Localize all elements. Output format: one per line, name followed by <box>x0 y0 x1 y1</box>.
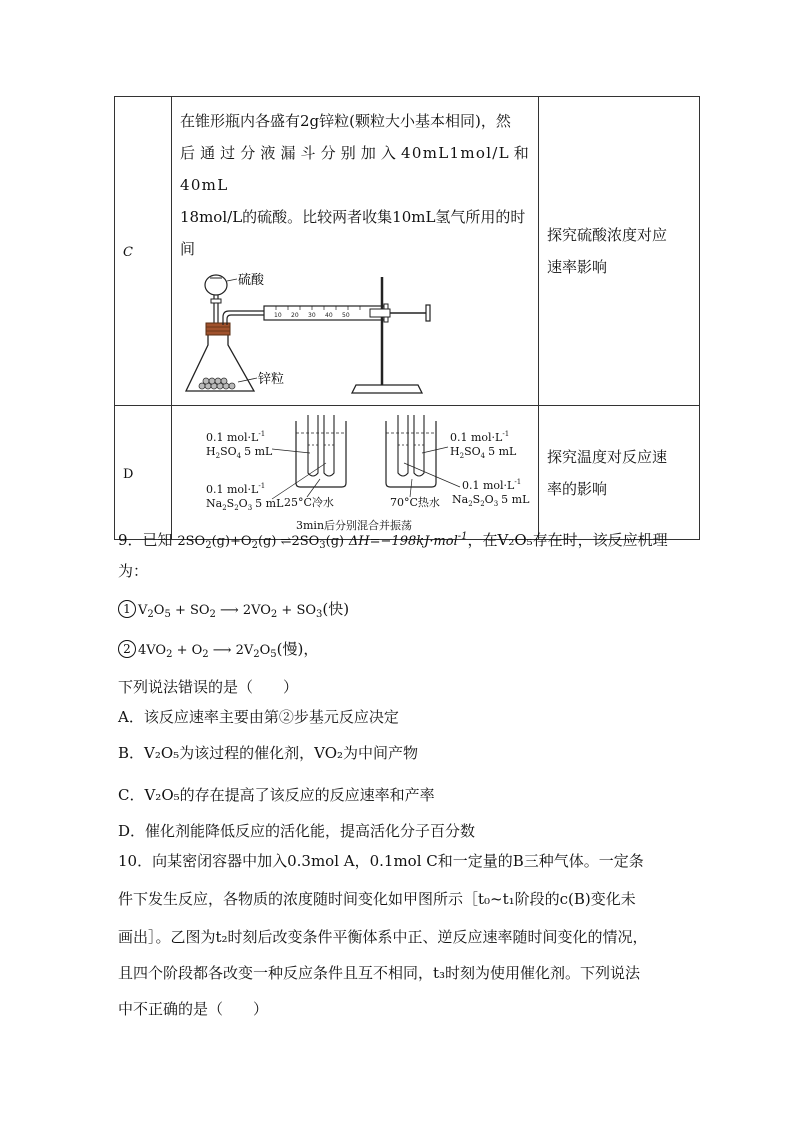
table-row-d <box>115 406 700 540</box>
svg-text:0.1 mol·L-1: 0.1 $mol\cdot L^{-1}$ <box>206 429 266 444</box>
syringe-scale-50: 50 <box>342 312 350 319</box>
cold-water-label: 25°C冷水 <box>284 495 334 509</box>
row-d-label: D <box>123 466 134 482</box>
water-bath-figure <box>172 407 538 539</box>
q10-line2: 件下发生反应，各物质的浓度随时间变化如甲图所示［t₀~t₁阶段的c(B)变化未 <box>118 890 636 908</box>
syringe-scale-10: 10 <box>274 312 282 319</box>
svg-text:0.1 mol·L-1: 0.1 $mol\cdot L^{-1}$ <box>462 477 522 492</box>
row-c-method-text <box>172 97 538 265</box>
syringe-scale-30: 30 <box>308 312 316 319</box>
q9-equation: $2SO_2(g)+O_2(g)$ $\rightleftharpoons 2SO_3(g)$ <box>177 534 345 551</box>
q9-step2-speed: (慢)， <box>276 640 319 658</box>
zinc-label: 锌粒 <box>258 372 285 387</box>
row-d-method-cell <box>172 406 539 540</box>
stand-clamp <box>370 309 390 317</box>
acid-label: 硫酸 <box>238 273 265 288</box>
right-h2so4-conc: 0.1 mol·L <box>450 430 503 444</box>
table-row-c <box>115 97 700 406</box>
q9-intro-end: ，在V₂O₅存在时，该反应机理 <box>467 531 668 549</box>
row-c-text-line2: 后通过分液漏斗分别加入40mL1mol/L和40mL <box>180 144 530 194</box>
right-test-tube-2 <box>414 415 424 476</box>
left-h2so4-conc: 0.1 mol·L <box>206 430 259 444</box>
row-c-purpose-line2: 速率影响 <box>547 258 608 276</box>
funnel-stopcock <box>211 299 221 303</box>
row-c-purpose-line1: 探究硫酸浓度对应 <box>547 226 668 244</box>
zinc-granules <box>199 378 235 389</box>
q9-dh-value: ΔH=−198kJ·mol <box>348 534 458 549</box>
q10-line1: 10．向某密闭容器中加入0.3mol A，0.1mol C和一定量的B三种气体。一定条 <box>118 852 644 870</box>
q9-intro-line2: 为： <box>118 562 149 580</box>
q9-option-c[interactable]: C．V₂O₅的存在提高了该反应的反应速率和产率 <box>118 786 435 804</box>
row-d-purpose-line2: 率的影响 <box>547 479 608 498</box>
svg-text:Na2S2O35 mL: $Na_2S_2O_3$ 5 mL <box>452 492 530 508</box>
mix-caption: 3min后分别混合并振荡 <box>296 518 413 532</box>
svg-text:Na2S2O35 mL: $Na_2S_2O_3$ 5 mL <box>206 496 284 512</box>
q9-step2-number: 2 <box>118 640 136 658</box>
syringe-scale-20: 20 <box>291 312 299 319</box>
row-c-text-line4: 间 <box>180 240 196 258</box>
svg-text:0.1 mol·L-1: 0.1 $mol\cdot L^{-1}$ <box>206 481 266 496</box>
row-d-purpose-line1: 探究温度对反应速 <box>547 447 668 466</box>
plunger-handle <box>426 305 430 321</box>
left-test-tube-1 <box>308 415 318 476</box>
row-d-purpose-cell <box>539 406 700 540</box>
right-na2s2o3-conc: 0.1 mol·L <box>462 478 515 492</box>
row-c-text-line1: 在锥形瓶内各盛有2g锌粒(颗粒大小基本相同)，然 <box>180 112 511 130</box>
flask-syringe-apparatus-figure <box>172 265 538 405</box>
row-c-label-cell <box>115 97 172 406</box>
q9-question: 下列说法错误的是（ ） <box>118 678 299 696</box>
row-c-label: C <box>123 245 133 260</box>
left-h2so4-name: H <box>206 444 216 458</box>
row-c-purpose-cell <box>539 97 700 406</box>
left-h2so4-vol: 5 mL <box>244 444 273 458</box>
q9-step1-number: 1 <box>118 600 136 618</box>
rubber-stopper <box>206 323 230 335</box>
row-c-text-line3: 18mol/L的硫酸。比较两者收集10mL氢气所用的时 <box>180 208 526 226</box>
stand-base <box>352 385 422 393</box>
svg-text:H2SO45 mL: $H_2SO_4$ 5 mL <box>450 444 517 460</box>
q9-option-b[interactable]: B．V₂O₅为该过程的催化剂，VO₂为中间产物 <box>118 744 419 762</box>
q9-option-d[interactable]: D．催化剂能降低反应的活化能，提高活化分子百分数 <box>118 822 476 840</box>
row-c-method-cell <box>172 97 539 406</box>
q9-step2: 2 $4VO_2 + O_2$ ⟶ $2V_2O_5$(慢)， <box>118 634 318 670</box>
right-na2s2o3-vol: 5 mL <box>501 492 530 506</box>
syringe-scale-40: 40 <box>325 312 333 319</box>
svg-text:0.1 mol·L-1: 0.1 $mol\cdot L^{-1}$ <box>450 429 510 444</box>
q9-intro-line <box>118 522 668 561</box>
q10-line5: 中不正确的是（ ） <box>118 1000 269 1018</box>
hot-water-label: 70°C热水 <box>390 495 440 509</box>
svg-text:H2SO45 mL: $H_2SO_4$ 5 mL <box>206 444 273 460</box>
q9-dh: ΔH=−198kJ·mol$^{-1}$ <box>348 531 468 549</box>
q10-line4: 且四个阶段都各改变一种反应条件且互不相同，t₃时刻为使用催化剂。下列说法 <box>118 964 641 982</box>
q9-intro: 已知 <box>142 531 173 549</box>
left-test-tube-2 <box>324 415 334 476</box>
right-h2so4-vol: 5 mL <box>488 444 517 458</box>
q9-number: 9． <box>118 531 143 549</box>
left-na2s2o3-conc: 0.1 mol·L <box>206 482 259 496</box>
experiment-table <box>114 96 700 540</box>
q9-step1-speed: (快) <box>322 600 350 618</box>
q9-option-a[interactable]: A．该反应速率主要由第②步基元反应决定 <box>118 708 399 726</box>
row-d-label-cell <box>115 406 172 540</box>
left-na2s2o3-vol: 5 mL <box>255 496 284 510</box>
right-beaker <box>386 421 436 487</box>
right-test-tube-1 <box>398 415 408 476</box>
left-beaker <box>296 421 346 487</box>
q10-line3: 画出］。乙图为t₂时刻后改变条件平衡体系中正、逆反应速率随时间变化的情况， <box>118 928 648 946</box>
q9-step1: 1 $V_2O_5 + SO_2$ ⟶ $2VO_2 + SO_3$(快) <box>118 594 349 630</box>
